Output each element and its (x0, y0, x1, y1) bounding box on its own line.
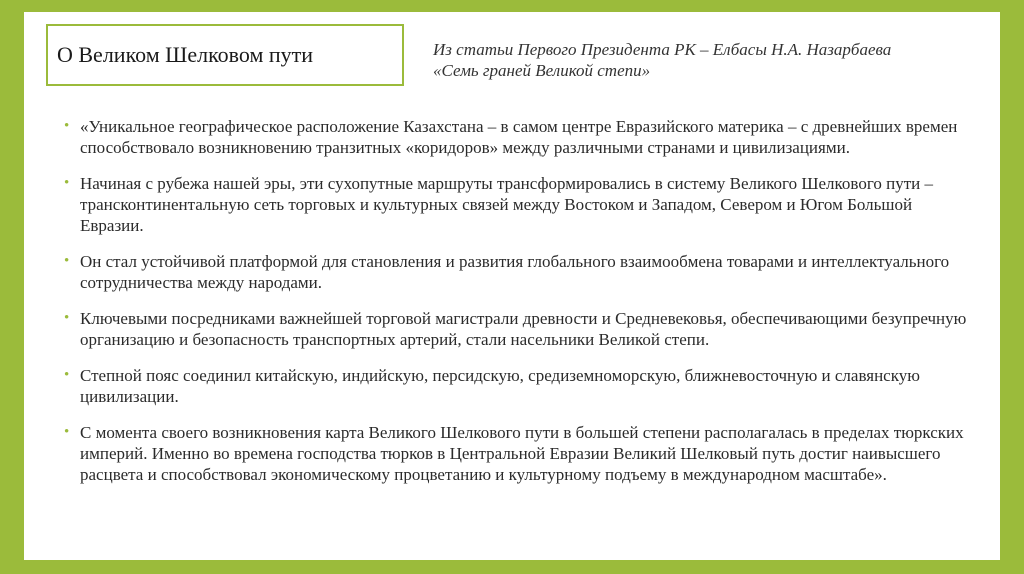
bullet-item (64, 308, 970, 350)
bullet-marker: • (64, 253, 70, 269)
bullet-marker: • (64, 118, 70, 134)
slide-title: О Великом Шелковом пути (57, 42, 314, 67)
bullet-text: «Уникальное географическое расположение Казахстана – в самом центре Евразийского материка – с древнейших времен способствовало возникновению транзитных «коридоров» между различными странами и цивилизациями. (80, 117, 958, 157)
bullet-item (64, 365, 970, 407)
source-subtitle (433, 39, 973, 81)
bullet-item (64, 116, 970, 158)
title-box (46, 24, 404, 86)
bullet-marker: • (64, 367, 70, 383)
bullet-text: Он стал устойчивой платформой для становления и развития глобального взаимообмена товарами и интеллектуального сотрудничества между народами. (80, 252, 950, 292)
bullet-text: Степной пояс соединил китайскую, индийскую, персидскую, средиземноморскую, ближневосточную и славянскую цивилизации. (80, 366, 920, 406)
bullet-marker: • (64, 175, 70, 191)
bullet-text: Ключевыми посредниками важнейшей торговой магистрали древности и Средневековья, обеспечивающими безупречную организацию и безопасность транспортных артерий, стали насельники Великой степи. (80, 309, 967, 349)
subtitle-line-1: Из статьи Первого Президента РК – Елбасы Н.А. Назарбаева (433, 40, 892, 59)
bullet-text: Начиная с рубежа нашей эры, эти сухопутные маршруты трансформировались в систему Великого Шелкового пути – трансконтинентальную сеть торговых и культурных связей между Востоком и Западом, Севером и Югом Большой Евразии. (80, 174, 933, 235)
bullet-item (64, 173, 970, 236)
bullet-marker: • (64, 424, 70, 440)
subtitle-line-2: «Семь граней Великой степи» (433, 61, 651, 80)
bullet-text: С момента своего возникновения карта Великого Шелкового пути в большей степени располагалась в пределах тюркских империй. Именно во времена господства тюрков в Центральной Евразии Великий Шелковый путь достиг наивысшего расцвета и способствовал экономическому процветанию и культурному подъему в международном масштабе». (80, 423, 964, 484)
bullet-list (64, 116, 970, 500)
bullet-item (64, 422, 970, 485)
bullet-marker: • (64, 310, 70, 326)
slide (24, 12, 1000, 560)
bullet-item (64, 251, 970, 293)
